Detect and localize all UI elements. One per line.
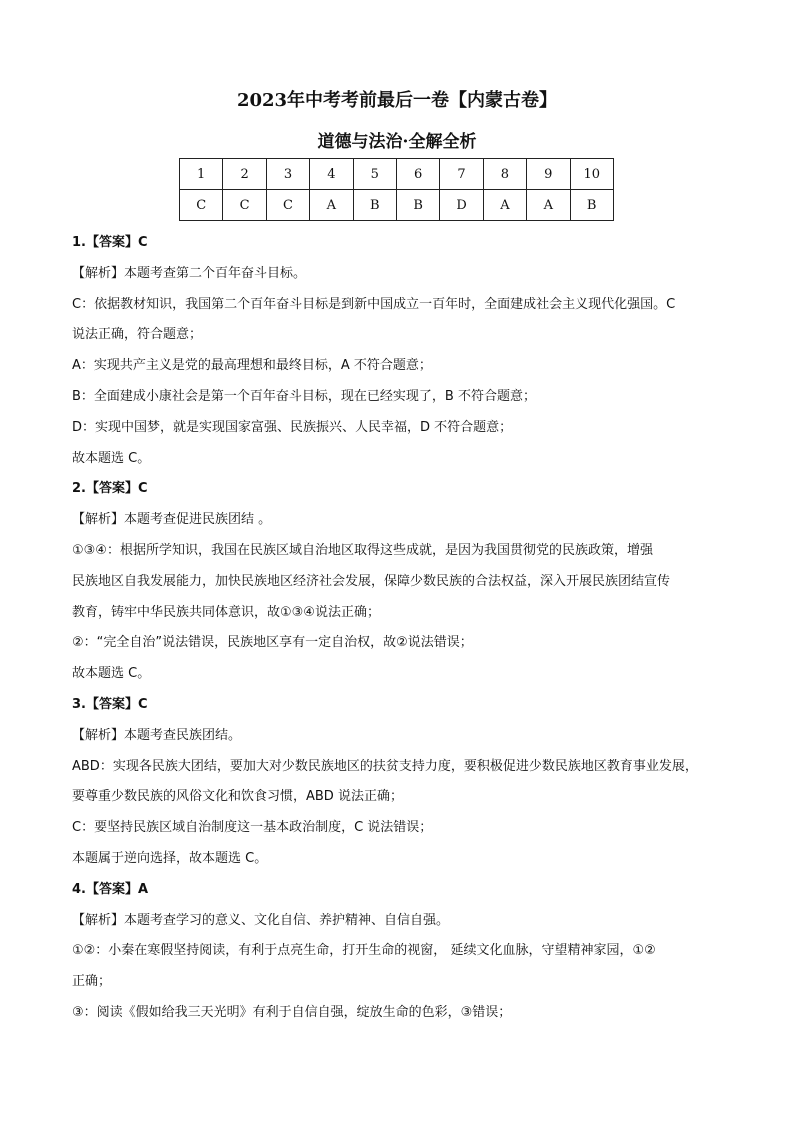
question-number-cell: 3 [266, 159, 309, 190]
answer-cell: B [570, 190, 613, 221]
explanation-body [72, 228, 732, 1029]
answer-table [179, 158, 614, 221]
explanation-line: D：实现中国梦，就是实现国家富强、民族振兴、人民幸福，D 不符合题意； [72, 419, 513, 435]
answer-cell: C [223, 190, 266, 221]
explanation-line: 正确； [72, 974, 112, 990]
explanation-line: 民族地区自我发展能力，加快民族地区经济社会发展，保障少数民族的合法权益，深入开展民族团结宣传 [72, 573, 671, 589]
answer-cell: B [353, 190, 396, 221]
answer-heading: 3.【答案】C [72, 696, 148, 712]
answer-cell: C [266, 190, 309, 221]
question-number-cell: 4 [310, 159, 353, 190]
explanation-line: ①②：小秦在寒假坚持阅读，有利于点亮生命，打开生命的视窗， 延续文化血脉，守望精神家园，①② [72, 943, 656, 959]
answer-heading: 2.【答案】C [72, 481, 148, 497]
explanation-line: 故本题选 C。 [72, 450, 151, 466]
question-number-cell: 9 [527, 159, 570, 190]
explanation-line: 教育，铸牢中华民族共同体意识，故①③④说法正确； [72, 604, 380, 620]
question-number-cell: 10 [570, 159, 613, 190]
page-title: 2023年中考考前最后一卷【内蒙古卷】 [236, 90, 558, 111]
explanation-line: 要尊重少数民族的风俗文化和饮食习惯，ABD 说法正确； [72, 789, 403, 805]
explanation-line: 故本题选 C。 [72, 666, 151, 682]
question-number-cell: 7 [440, 159, 483, 190]
answer-cell: A [527, 190, 570, 221]
question-number-cell: 8 [483, 159, 526, 190]
answer-heading: 1.【答案】C [72, 235, 148, 250]
explanation-line: ①③④：根据所学知识，我国在民族区域自治地区取得这些成就，是因为我国贯彻党的民族政策，增强 [72, 542, 653, 558]
answer-cell: C [180, 190, 223, 221]
question-number-cell: 6 [396, 159, 439, 190]
explanation-line: 【解析】本题考查民族团结。 [72, 727, 242, 743]
question-number-cell: 2 [223, 159, 266, 190]
explanation-line: 本题属于逆向选择，故本题选 C。 [72, 850, 268, 866]
answer-cell: A [310, 190, 353, 221]
question-number-cell: 1 [180, 159, 223, 190]
explanation-line: C：要坚持民族区域自治制度这一基本政治制度，C 说法错误； [72, 820, 433, 836]
answer-table-answer-row [180, 190, 614, 221]
explanation-line: 【解析】本题考查促进民族团结 。 [72, 512, 272, 528]
explanation-line: 说法正确，符合题意； [72, 327, 203, 343]
page-subtitle: 道德与法治·全解全析 [317, 132, 477, 152]
explanation-line: A：实现共产主义是党的最高理想和最终目标，A 不符合题意； [72, 358, 432, 374]
answer-cell: A [483, 190, 526, 221]
explanation-line: 【解析】本题考查第二个百年奋斗目标。 [72, 265, 307, 281]
explanation-line: ②：“完全自治”说法错误，民族地区享有一定自治权，故②说法错误； [72, 635, 473, 651]
answer-heading: 4.【答案】A [72, 881, 149, 897]
explanation-line: ABD：实现各民族大团结，要加大对少数民族地区的扶贫支持力度，要积极促进少数民族地区教育事业发展， [72, 758, 698, 774]
explanation-line: C：依据教材知识，我国第二个百年奋斗目标是到新中国成立一百年时，全面建成社会主义现代化强国。C [72, 296, 676, 312]
question-number-cell: 5 [353, 159, 396, 190]
explanation-line: ③：阅读《假如给我三天光明》有利于自信自强，绽放生命的色彩，③错误； [72, 1004, 512, 1020]
answer-cell: B [396, 190, 439, 221]
explanation-line: B：全面建成小康社会是第一个百年奋斗目标，现在已经实现了，B 不符合题意； [72, 388, 536, 404]
answer-table-number-row [180, 159, 614, 190]
answer-cell: D [440, 190, 483, 221]
explanation-line: 【解析】本题考查学习的意义、文化自信、养护精神、自信自强。 [72, 912, 450, 928]
